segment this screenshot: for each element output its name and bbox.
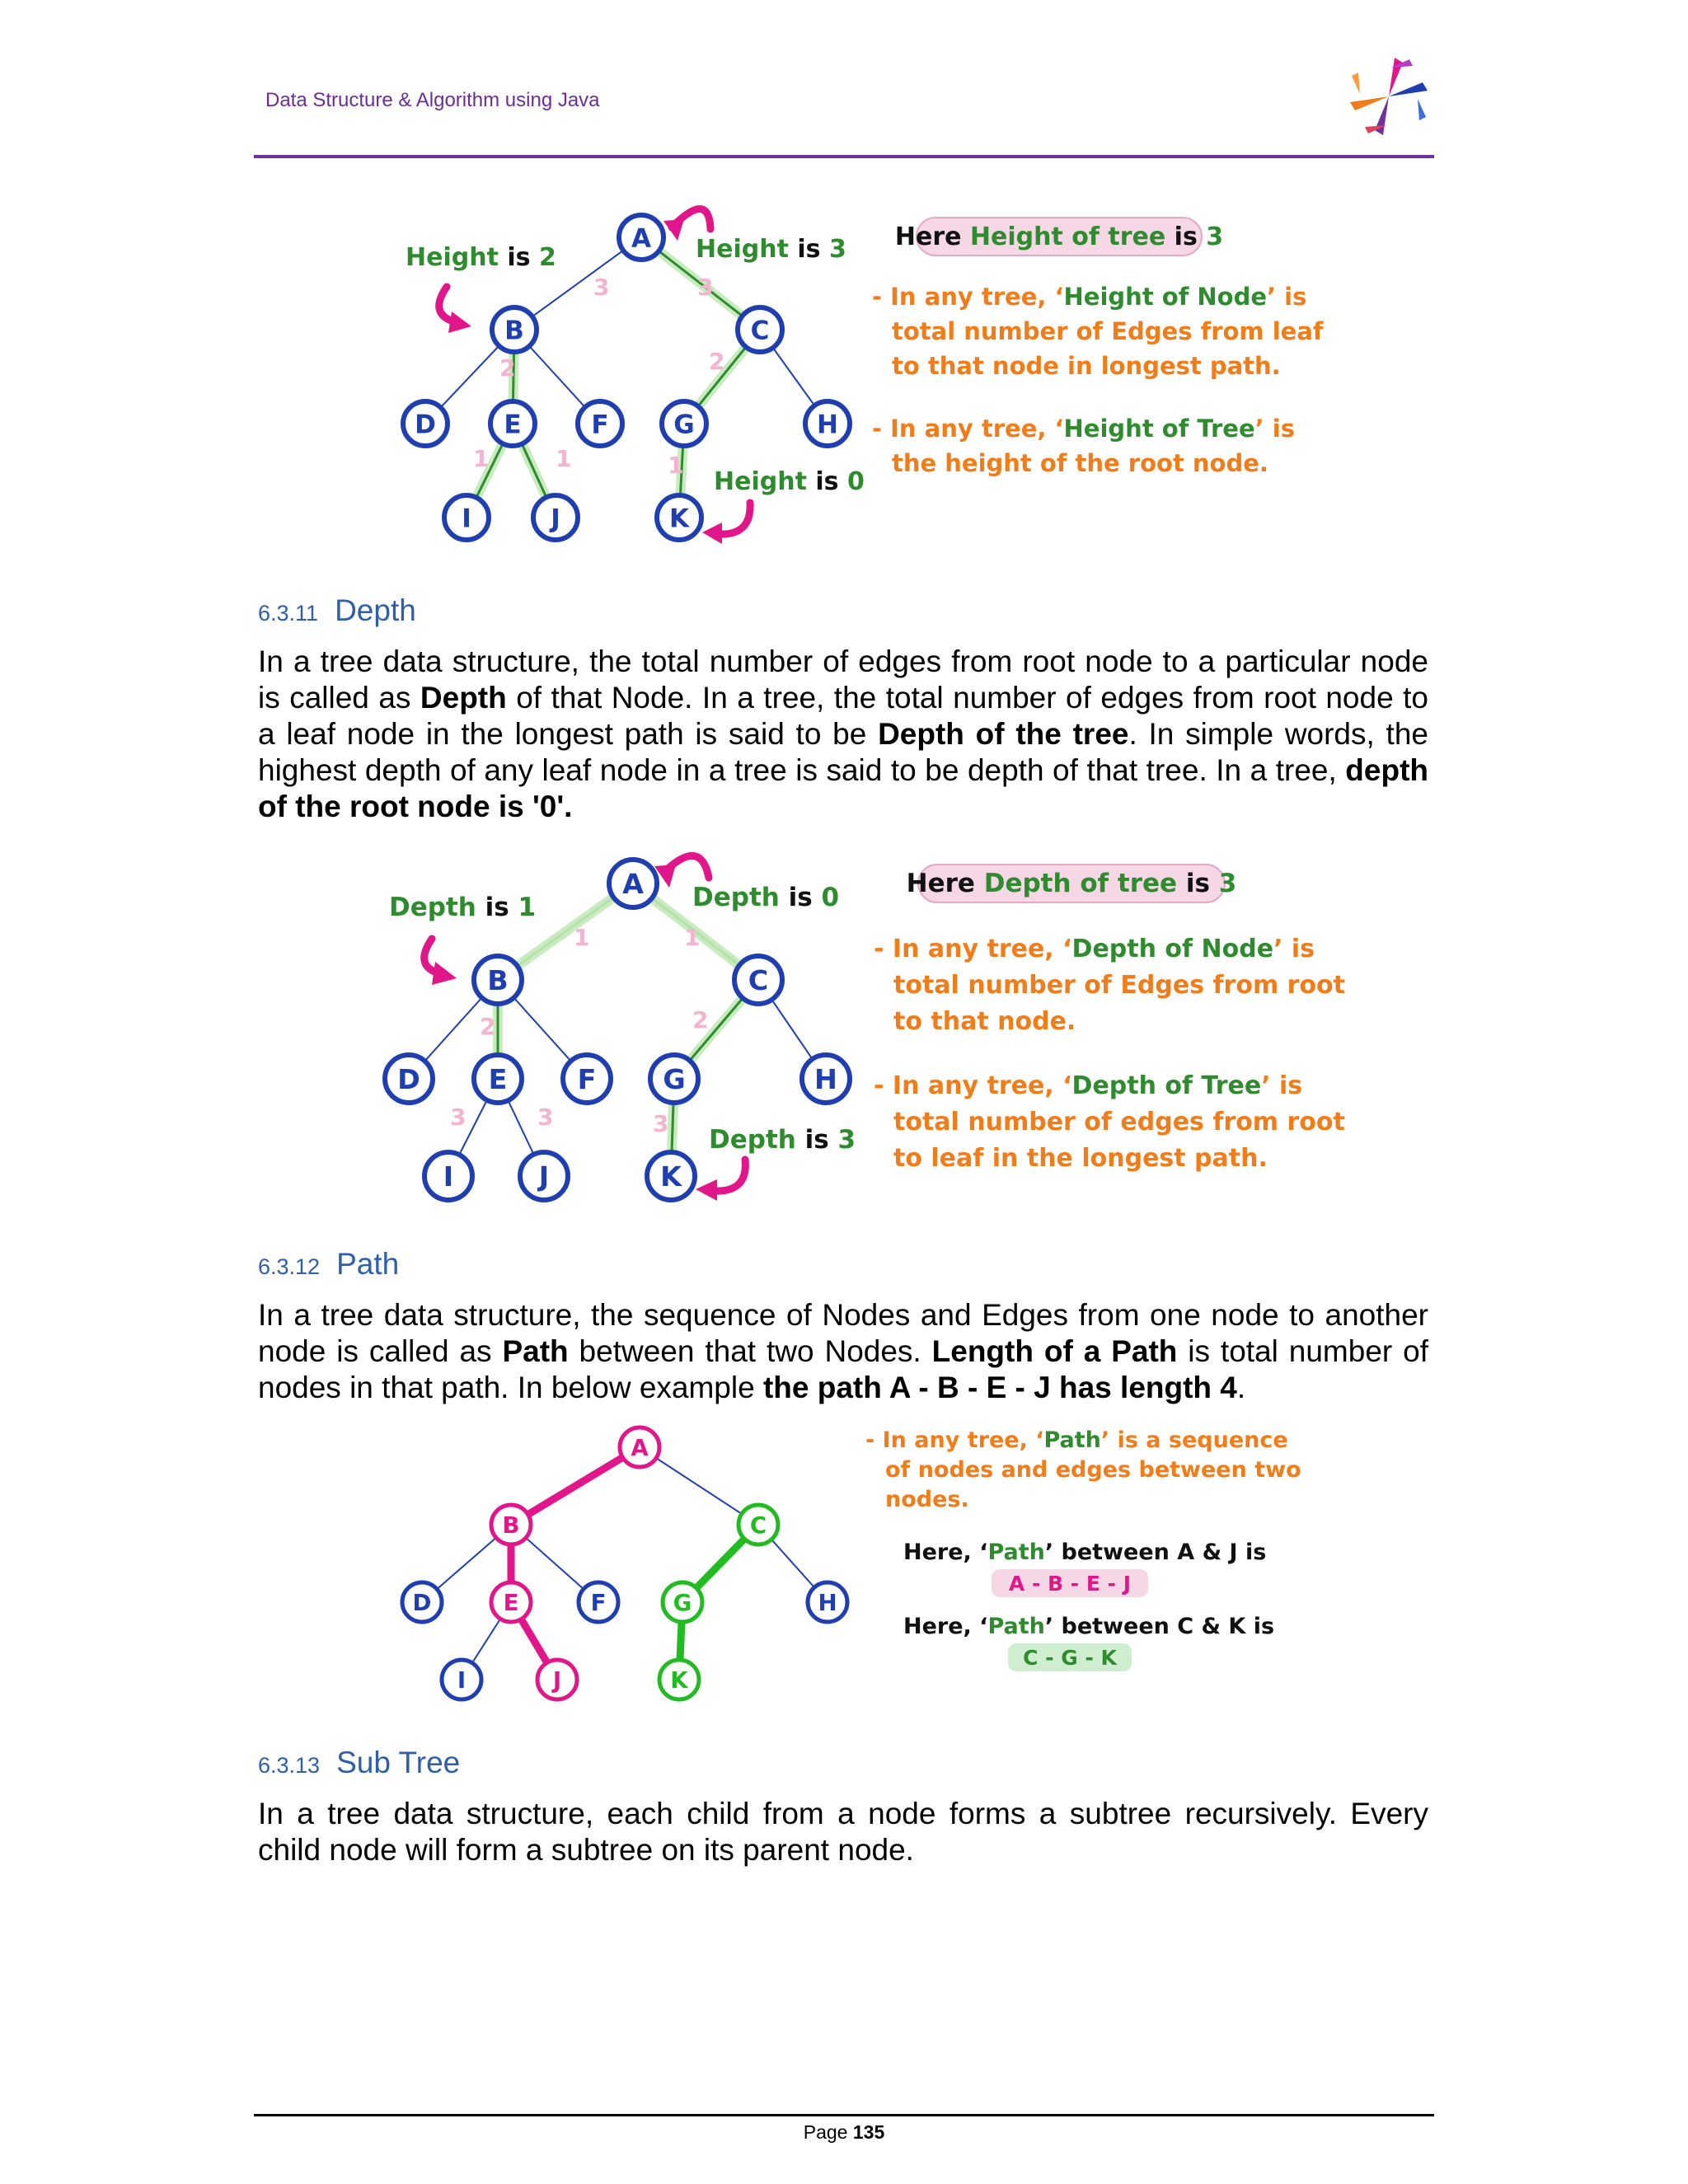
title-pill-text xyxy=(895,223,1223,251)
section-title: Depth xyxy=(335,593,416,627)
note-text-run: - xyxy=(865,1427,883,1453)
tree-annotation-label xyxy=(709,1125,856,1155)
annotation-part: is xyxy=(806,467,847,496)
tree-node-label: G xyxy=(673,410,695,440)
note-text-run: Depth of Tree xyxy=(1071,1071,1262,1100)
arrow-head-icon xyxy=(432,962,457,985)
edge-count-label: 1 xyxy=(668,452,684,479)
tree-node-label: K xyxy=(670,1666,688,1694)
annotation-part: is xyxy=(795,1125,838,1155)
annotation-part: 1 xyxy=(518,893,537,922)
bold-text-run: Path xyxy=(502,1334,569,1368)
tree-node-label: C xyxy=(749,1511,767,1540)
tree-node-label: I xyxy=(462,504,471,534)
tree-node-label: I xyxy=(457,1666,467,1694)
bold-text-run: Length of a Path xyxy=(931,1334,1178,1368)
note-text-run: - xyxy=(872,283,891,311)
tree-edge-a-b xyxy=(511,1447,640,1525)
edge-count-label: 1 xyxy=(574,924,590,951)
page-number xyxy=(0,2121,1688,2144)
title-pill-text xyxy=(907,869,1237,898)
text-run: In a tree data structure, each child from a node forms a subtree recursively. Every child node will form a subtree on its parent node. xyxy=(258,1797,1428,1867)
page-label: Page xyxy=(803,2121,853,2143)
note-line xyxy=(893,971,1345,1000)
note-text-run: Height of Tree xyxy=(1063,415,1255,443)
path-tree-diagram xyxy=(346,1418,1302,1714)
title-part: 3 xyxy=(1206,223,1224,252)
note-text-run: In any tree, ‘ xyxy=(882,1427,1044,1453)
note-line xyxy=(874,935,1315,963)
section-heading-path xyxy=(258,1247,399,1282)
note-line xyxy=(893,1144,1268,1173)
section-number: 6.3.12 xyxy=(258,1254,321,1279)
note-text-run: - xyxy=(874,935,893,963)
note-text-run: - xyxy=(872,415,891,443)
note-text-run: to that node in longest path. xyxy=(892,352,1281,380)
tree-node-label: J xyxy=(552,1666,562,1694)
annotation-part: is xyxy=(498,243,539,272)
tree-node-label: C xyxy=(748,964,769,997)
section-number: 6.3.13 xyxy=(258,1753,321,1778)
note-line xyxy=(892,317,1324,345)
tree-node-label: F xyxy=(577,1063,597,1096)
header-divider xyxy=(254,155,1434,158)
note-line xyxy=(872,415,1295,443)
tree-node-label: H xyxy=(814,1063,837,1096)
tree-node-label: K xyxy=(668,504,690,534)
note-line xyxy=(893,1007,1076,1036)
edge-count-label: 2 xyxy=(709,348,725,375)
arrow-head-icon xyxy=(663,219,684,241)
tree-node-label: G xyxy=(663,1063,686,1096)
note-text-run: total number of Edges from root xyxy=(893,971,1346,1000)
path-example-line xyxy=(903,1614,1274,1639)
depth-paragraph xyxy=(258,644,1428,825)
note-text-run: ’ is xyxy=(1254,415,1295,443)
annotation-part: is xyxy=(788,235,829,264)
note-text-run: In any tree, ‘ xyxy=(892,935,1072,963)
path-example-part: ’ between C & K is xyxy=(1044,1614,1275,1639)
note-text-run: ’ is xyxy=(1273,935,1315,963)
arrow-head-icon xyxy=(448,312,471,333)
tree-node-label: D xyxy=(415,410,436,440)
tree-node-label: C xyxy=(750,316,770,346)
edge-count-label: 3 xyxy=(537,1104,554,1131)
path-example-line xyxy=(903,1540,1266,1565)
note-line xyxy=(885,1487,969,1512)
section-title: Path xyxy=(336,1247,400,1281)
edge-count-label: 2 xyxy=(480,1013,496,1040)
note-text-run: total number of edges from root xyxy=(893,1108,1345,1137)
height-tree-diagram xyxy=(346,190,1324,552)
path-value-text: A - B - E - J xyxy=(1008,1572,1132,1596)
text-run: between that two Nodes. xyxy=(568,1334,932,1368)
subtree-paragraph xyxy=(258,1796,1428,1868)
title-part: Height of tree xyxy=(969,223,1166,252)
text-run: . xyxy=(1236,1371,1246,1404)
tree-node-label: I xyxy=(443,1160,454,1193)
footer-divider xyxy=(254,2114,1434,2116)
annotation-part: is xyxy=(779,883,822,912)
edge-count-label: 2 xyxy=(692,1006,709,1033)
note-line xyxy=(872,283,1306,311)
tree-node-label: J xyxy=(551,504,560,534)
title-part: Depth of tree xyxy=(983,869,1178,899)
page-number-value: 135 xyxy=(852,2121,885,2143)
tree-node-label: E xyxy=(503,1589,519,1617)
annotation-part: Depth xyxy=(709,1125,796,1155)
bold-text-run: the path A - B - E - J has length 4 xyxy=(762,1371,1237,1404)
note-text-run: Height of Node xyxy=(1063,283,1268,311)
annotation-part: Depth xyxy=(389,893,476,922)
path-value-text: C - G - K xyxy=(1023,1646,1117,1670)
note-text-run: In any tree, ‘ xyxy=(890,283,1064,311)
tree-node-label: K xyxy=(660,1160,682,1193)
note-line xyxy=(865,1427,1288,1453)
tree-node-label: D xyxy=(412,1589,432,1617)
annotation-part: Height xyxy=(714,467,807,496)
tree-node-label: H xyxy=(818,1589,837,1617)
note-text-run: nodes. xyxy=(885,1487,969,1512)
section-number: 6.3.11 xyxy=(258,601,319,626)
text-run: In a tree data structure, the total number of edges from root node to a particular node is called as xyxy=(258,644,1428,715)
annotation-part: 3 xyxy=(837,1125,856,1155)
text-run: of that Node. In a tree, the total number of edges from root node to a leaf node in the longest path is said to be xyxy=(258,681,1428,751)
title-part: is xyxy=(1165,223,1207,252)
note-line xyxy=(885,1457,1301,1483)
note-text-run: Depth of Node xyxy=(1071,935,1274,963)
tree-node-label: A xyxy=(631,1434,649,1462)
arrow-head-icon xyxy=(696,1179,717,1201)
section-heading-depth xyxy=(258,593,416,628)
edge-count-label: 1 xyxy=(684,924,701,951)
edge-count-label: 1 xyxy=(556,445,572,472)
text-run: In a tree data structure, the sequence of Nodes and Edges from one node to another node is called as xyxy=(258,1298,1428,1368)
note-line xyxy=(874,1071,1302,1100)
annotation-part: Height xyxy=(696,235,789,264)
title-part: Here xyxy=(894,223,970,252)
arrow-head-icon xyxy=(702,523,722,544)
annotation-part: 0 xyxy=(821,883,840,912)
edge-count-label: 2 xyxy=(499,354,516,382)
annotation-part: 3 xyxy=(828,235,846,264)
document-header-title: Data Structure & Algorithm using Java xyxy=(265,89,600,111)
note-text-run: ’ is xyxy=(1267,283,1307,311)
note-text-run: total number of Edges from leaf xyxy=(892,317,1324,345)
note-line xyxy=(892,352,1281,380)
section-title: Sub Tree xyxy=(336,1746,461,1779)
text-run: is total number of nodes in that path. In below example xyxy=(258,1334,1429,1404)
edge-count-label: 3 xyxy=(653,1110,669,1137)
tree-annotation-label xyxy=(406,243,556,272)
path-paragraph xyxy=(258,1297,1428,1406)
annotation-part: Height xyxy=(406,243,499,272)
annotation-part: 2 xyxy=(538,243,556,272)
tree-node-label: D xyxy=(397,1063,420,1096)
note-text-run: the height of the root node. xyxy=(892,449,1268,477)
annotation-part: 0 xyxy=(846,467,865,496)
tree-node-label: J xyxy=(538,1160,550,1193)
bold-text-run: Depth of the tree xyxy=(878,717,1129,751)
path-example-part: Here, ‘ xyxy=(903,1540,988,1565)
text-run: . In simple words, the highest depth of any leaf node in a tree is said to be depth of that tree. In a tree, xyxy=(258,717,1428,787)
tree-annotation-label xyxy=(696,235,846,264)
tree-annotation-label xyxy=(389,893,536,922)
tree-annotation-label xyxy=(714,467,865,496)
tree-node-label: A xyxy=(631,223,652,254)
note-text-run: Path xyxy=(1043,1427,1101,1453)
edge-count-label: 3 xyxy=(697,274,714,301)
curved-arrow-icon xyxy=(714,1160,745,1191)
title-part: 3 xyxy=(1218,869,1237,899)
section-heading-subtree xyxy=(258,1746,460,1780)
path-example-part: Here, ‘ xyxy=(903,1614,988,1639)
path-example-part: ’ between A & J is xyxy=(1044,1540,1267,1565)
tree-annotation-label xyxy=(692,883,839,912)
edge-count-label: 3 xyxy=(593,274,610,301)
tree-node-label: E xyxy=(488,1063,508,1096)
tree-node-label: F xyxy=(591,410,609,440)
note-line xyxy=(892,449,1268,477)
note-text-run: to leaf in the longest path. xyxy=(893,1144,1268,1173)
tree-node-label: H xyxy=(817,410,838,440)
annotation-part: Depth xyxy=(692,883,780,912)
tree-node-label: B xyxy=(487,964,509,997)
curved-arrow-icon xyxy=(719,503,750,534)
note-text-run: ’ is xyxy=(1261,1071,1303,1100)
note-text-run: ’ is a sequence xyxy=(1100,1427,1288,1453)
note-line xyxy=(893,1108,1345,1137)
depth-tree-diagram xyxy=(346,837,1346,1216)
path-example-part: Path xyxy=(987,1614,1045,1639)
tree-node-label: E xyxy=(504,410,522,440)
note-text-run: - xyxy=(874,1071,893,1100)
bold-text-run: Depth xyxy=(420,681,507,715)
tree-node-label: F xyxy=(590,1589,607,1617)
four-arrow-logo xyxy=(1343,51,1434,142)
note-text-run: In any tree, ‘ xyxy=(890,415,1064,443)
edge-count-label: 1 xyxy=(473,445,490,472)
title-part: is xyxy=(1177,869,1219,899)
note-text-run: of nodes and edges between two xyxy=(885,1457,1301,1483)
tree-node-label: A xyxy=(622,868,644,901)
tree-node-label: G xyxy=(673,1589,692,1617)
annotation-part: is xyxy=(476,893,518,922)
tree-node-label: B xyxy=(502,1511,520,1540)
tree-node-label: B xyxy=(504,316,524,346)
path-example-part: Path xyxy=(987,1540,1045,1565)
edge-count-label: 3 xyxy=(450,1104,467,1131)
bold-text-run: depth of the root node is '0'. xyxy=(258,753,1428,823)
title-part: Here xyxy=(906,869,984,899)
note-text-run: to that node. xyxy=(893,1007,1076,1036)
note-text-run: In any tree, ‘ xyxy=(892,1071,1072,1100)
